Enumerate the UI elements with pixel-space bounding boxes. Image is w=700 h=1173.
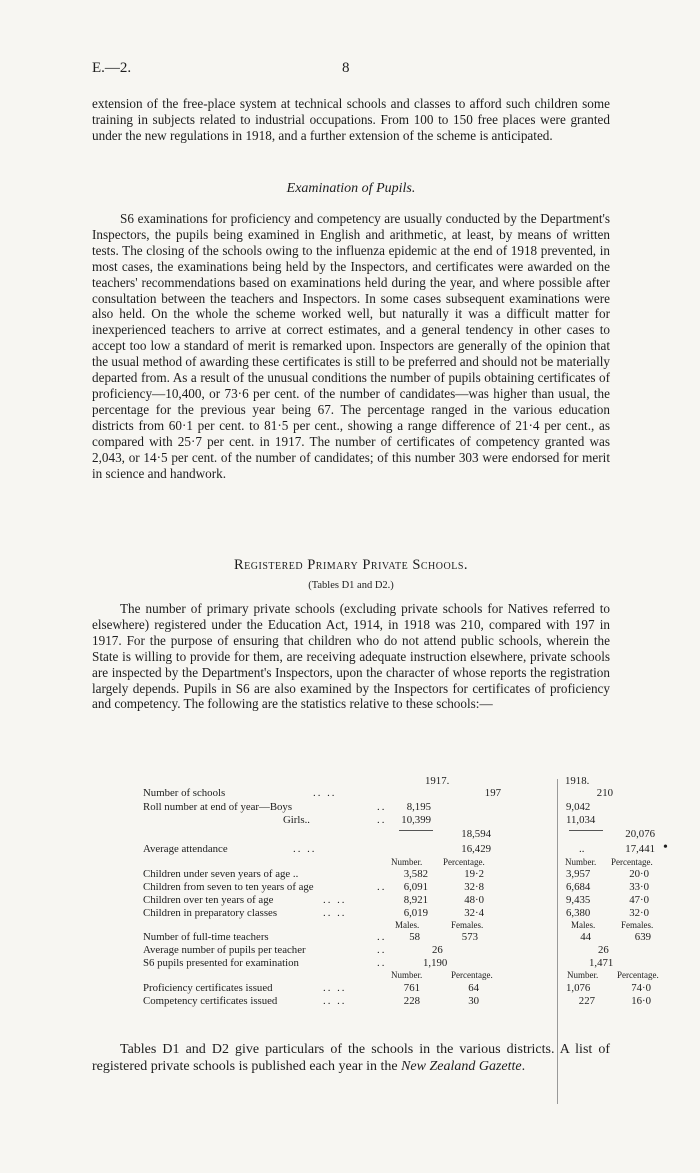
label-girls: Girls.. <box>283 814 310 826</box>
schools-1917: 197 <box>484 787 501 799</box>
competency-number-1918: 227 <box>578 995 595 1007</box>
under-seven-percent-1918: 20·0 <box>629 868 649 880</box>
roll-total-1918: 20,076 <box>625 828 655 840</box>
teachers-females-1917: 573 <box>461 931 478 943</box>
label-full-time-teachers: Number of full-time teachers <box>143 931 269 943</box>
dot-leader: .. <box>377 801 387 813</box>
page-header <box>92 60 612 80</box>
dot-leader: .. <box>377 944 387 956</box>
page-number: 8 <box>342 60 350 76</box>
roll-total-1917: 18,594 <box>461 828 491 840</box>
boys-1917: 8,195 <box>406 801 431 813</box>
closing-end: . <box>521 1059 526 1074</box>
competency-percent-1917: 30 <box>468 995 479 1007</box>
label-roll-boys: Roll number at end of year—Boys <box>143 801 293 813</box>
col-head-percentage-1917: Percentage. <box>443 857 485 867</box>
dot-leader: .. <box>377 881 387 893</box>
col-head-males-1917: Males. <box>395 920 420 930</box>
over-ten-percent-1918: 47·0 <box>629 894 649 906</box>
dot-leader: .. .. <box>323 894 347 906</box>
competency-percent-1918: 16·0 <box>631 995 651 1007</box>
paragraph-examination: S6 examinations for proficiency and competency are usually conducted by the Department's Inspectors, the pupils being examined in English and arithmetic, at least, by means of written tests. The closing of the schools owing to the influenza epidemic at the end of 1918 prevented, in most cases, the examinations being held by the Inspectors, and certificates were awarded on the teachers' recommendations based on examinations held during the year, and where possible after consultation between the teachers and Inspectors. In some cases subsequent examinations were also held. On the whole the scheme worked well, but naturally it was a difficult matter for inexperienced teachers to arrive at correct estimates, and a general tendency in other cases to accept too low a standard of merit is remarked upon. Inspectors are generally of the opinion that the usual method of awarding these certificates is still to be preferred and should not be materially departed from. As a result of the unusual conditions the number of pupils obtaining certificates of proficiency—10,400, or 73·6 per cent. of the number of candidates—was higher than usual, the percentage for the previous year being 67. The percentage ranged in the various education districts from 60·1 per cent. to 81·5 per cent., showing a range difference of 21·4 per cent., as compared with 25·7 per cent. in 1917. The number of certificates of competency granted was 2,043, or 14·5 per cent. of the number of candidates; of this number 303 were endorsed for merit in science and handwork. <box>92 211 610 481</box>
seven-to-ten-percent-1918: 33·0 <box>629 881 649 893</box>
dot-leader: .. .. <box>323 995 347 1007</box>
dot-leader: .. <box>377 931 387 943</box>
label-average-attendance: Average attendance <box>143 843 228 855</box>
closing-text: Tables D1 and D2 give particulars of the schools in the various districts. A list of registered private schools is published each year in the <box>92 1042 610 1074</box>
sum-rule <box>569 830 603 831</box>
under-seven-number-1918: 3,957 <box>566 868 591 880</box>
proficiency-number-1918: 1,076 <box>566 982 591 994</box>
competency-number-1917: 228 <box>403 995 420 1007</box>
seven-to-ten-percent-1917: 32·8 <box>464 881 484 893</box>
section-heading-private-schools: Registered Primary Private Schools. <box>233 557 469 573</box>
teachers-females-1918: 639 <box>634 931 651 943</box>
over-ten-percent-1917: 48·0 <box>464 894 484 906</box>
preparatory-number-1917: 6,019 <box>403 907 428 919</box>
proficiency-number-1917: 761 <box>403 982 420 994</box>
dot-leader: .. .. <box>323 907 347 919</box>
year-1918-heading: 1918. <box>565 775 590 787</box>
avg-attendance-1918: 17,441 <box>625 843 655 855</box>
over-ten-number-1918: 9,435 <box>566 894 591 906</box>
dot-leader: .. .. <box>323 982 347 994</box>
label-seven-to-ten: Children from seven to ten years of age <box>143 881 314 893</box>
gazette-title: New Zealand Gazette <box>401 1059 522 1074</box>
col-head-percentage-1917-b: Percentage. <box>451 970 493 980</box>
teachers-males-1917: 58 <box>409 931 420 943</box>
boys-1918: 9,042 <box>566 801 591 813</box>
dot-leader: .. .. <box>313 787 337 799</box>
schools-1918: 210 <box>596 787 613 799</box>
seven-to-ten-number-1918: 6,684 <box>566 881 591 893</box>
paragraph-free-places: extension of the free-place system at technical schools and classes to afford such children some training in subjects related to industrial occupations. From 100 to 150 free places were granted under the new regulations in 1918, and a further extension of the scheme is anticipated. <box>92 96 610 143</box>
preparatory-percent-1917: 32·4 <box>464 907 484 919</box>
dot-leader: .. .. <box>293 843 317 855</box>
pupils-per-teacher-1917: 26 <box>432 944 443 956</box>
label-over-ten: Children over ten years of age <box>143 894 274 906</box>
over-ten-number-1917: 8,921 <box>403 894 428 906</box>
label-under-seven: Children under seven years of age .. <box>143 868 299 880</box>
paragraph-closing <box>92 1041 610 1075</box>
preparatory-percent-1918: 32·0 <box>629 907 649 919</box>
dot-leader: .. <box>377 957 387 969</box>
col-head-percentage-1918: Percentage. <box>611 857 653 867</box>
sum-rule <box>399 830 433 831</box>
under-seven-percent-1917: 19·2 <box>464 868 484 880</box>
col-head-number-1917-b: Number. <box>391 970 423 980</box>
col-head-number-1917: Number. <box>391 857 423 867</box>
seven-to-ten-number-1917: 6,091 <box>403 881 428 893</box>
year-1917-heading: 1917. <box>425 775 450 787</box>
avg-attendance-1917: 16,429 <box>461 843 491 855</box>
label-number-of-schools: Number of schools <box>143 787 226 799</box>
label-preparatory: Children in preparatory classes <box>143 907 278 919</box>
paragraph-private-schools: The number of primary private schools (excluding private schools for Natives referred to elsewhere) registered under the Education Act, 1914, in 1918 was 210, compared with 197 in 1917. For the purpose of ensuring that children who do not attend public schools, wherein the State is willing to provide for them, are receiving adequate instruction elsewhere, private schools are inspected by the Department's Inspectors, upon the character of whose reports the registration largely depends. Pupils in S6 are also examined by the Inspectors for certificates of proficiency and competency. The following are the statistics relative to these schools:— <box>92 601 610 712</box>
col-head-percentage-1918-b: Percentage. <box>617 970 659 980</box>
s6-pupils-1917: 1,190 <box>423 957 448 969</box>
report-reference: E.—2. <box>92 60 132 76</box>
pupils-per-teacher-1918: 26 <box>598 944 609 956</box>
preparatory-number-1918: 6,380 <box>566 907 591 919</box>
label-proficiency-certificates: Proficiency certificates issued <box>143 982 273 994</box>
label-pupils-per-teacher: Average number of pupils per teacher <box>143 944 306 956</box>
proficiency-percent-1917: 64 <box>468 982 479 994</box>
dot-leader: .. <box>377 814 387 826</box>
girls-1918: 11,034 <box>566 814 596 826</box>
col-head-females-1917: Females. <box>451 920 484 930</box>
section-heading-examination: Examination of Pupils. <box>286 181 416 196</box>
under-seven-number-1917: 3,582 <box>403 868 428 880</box>
girls-1917: 10,399 <box>401 814 431 826</box>
label-s6-pupils: S6 pupils presented for examination <box>143 957 299 969</box>
col-head-females-1918: Females. <box>621 920 654 930</box>
col-head-males-1918: Males. <box>571 920 596 930</box>
tables-note: (Tables D1 and D2.) <box>308 580 394 591</box>
bullet-mark: • <box>663 840 668 855</box>
col-head-number-1918-b: Number. <box>567 970 599 980</box>
proficiency-percent-1918: 74·0 <box>631 982 651 994</box>
dot-leader: .. <box>579 843 585 855</box>
label-competency-certificates: Competency certificates issued <box>143 995 278 1007</box>
s6-pupils-1918: 1,471 <box>589 957 614 969</box>
col-head-number-1918: Number. <box>565 857 597 867</box>
teachers-males-1918: 44 <box>580 931 591 943</box>
